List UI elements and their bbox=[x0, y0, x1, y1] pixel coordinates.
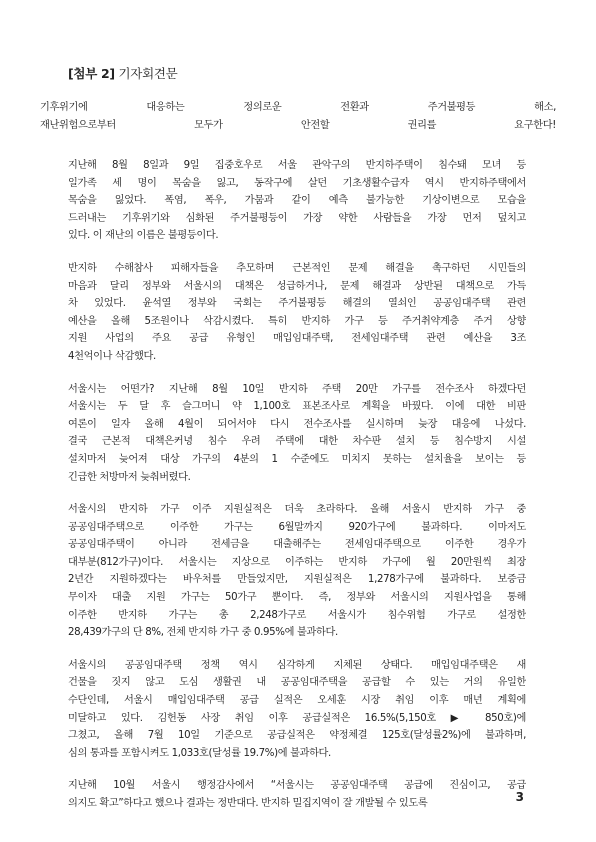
page-number: 3 bbox=[515, 790, 524, 804]
paragraph bbox=[68, 657, 526, 763]
paragraph-line: 미달하고 있다. 김헌동 사장 취임 이후 공급실적은 16.5%(5,150호 ▶ 850호)에 bbox=[68, 712, 526, 724]
title-line: 기후위기에 대응하는 정의로운 전환과 주거불평등 해소, bbox=[40, 102, 556, 113]
paragraph bbox=[68, 260, 526, 366]
paragraph-line: 공공임대주택으로 이주한 가구는 6월말까지 920가구에 불과하다. 이마저도 bbox=[68, 521, 526, 533]
paragraph-line: 4천억이나 삭감했다. bbox=[68, 350, 156, 362]
paragraph-line: 지난해 10월 서울시 행정감사에서 “서울시는 공공임대주택 공급에 진심이고, 공급 bbox=[68, 780, 526, 792]
paragraph-line: 건물을 짓지 않고 도심 생활권 내 공공임대주택을 공급할 수 있는 거의 유일한 bbox=[68, 677, 526, 689]
paragraph-line: 드러내는 기후위기와 심화된 주거불평등이 가장 약한 사람들을 가장 먼저 덮치고 bbox=[68, 212, 526, 224]
paragraph bbox=[68, 501, 526, 642]
paragraph-line: 있다. 이 재난의 이름은 불평등이다. bbox=[68, 230, 219, 242]
paragraph-line: 긴급한 처방마저 늦춰버렸다. bbox=[68, 471, 191, 483]
page-title bbox=[40, 99, 556, 134]
paragraph bbox=[68, 381, 526, 487]
paragraph-line: 반지하 수해참사 피해자들을 추모하며 근본적인 문제 해결을 촉구하던 시민들의 bbox=[68, 262, 526, 274]
paragraph bbox=[68, 777, 526, 812]
paragraph-line: 결국 근본적 대책은커녕 침수 우려 주택에 대한 차수판 설치 등 침수방지 시설 bbox=[68, 436, 526, 448]
paragraph-line: 차 있었다. 윤석열 정부와 국회는 주거불평등 해결의 열쇠인 공공임대주택 관련 bbox=[68, 298, 526, 310]
paragraph-line: 2년간 지원하겠다는 바우처를 만들었지만, 지원실적은 1,278가구에 불과하다. 보증금 bbox=[68, 574, 526, 586]
paragraph-line: 대부분(812가구)이다. 서울시는 지상으로 이주하는 반지하 가구에 월 20만원씩 최장 bbox=[68, 556, 526, 568]
paragraph-line: 수단인데, 서울시 매입임대주택 공급 실적은 오세훈 시장 취임 이후 매년 계획에 bbox=[68, 695, 526, 707]
attachment-label: [첨부 2] bbox=[68, 66, 115, 81]
paragraph-line: 서울시의 반지하 가구 이주 지원실적은 더욱 초라하다. 올해 서울시 반지하 가구 중 bbox=[68, 504, 526, 516]
paragraph-line: 마음과 달리 정부와 서울시의 대책은 성급하거나, 문제 해결과 상반된 대책으로 가득 bbox=[68, 280, 526, 292]
document-body bbox=[68, 157, 526, 828]
paragraph-line: 지난해 8월 8일과 9일 집중호우로 서울 관악구의 반지하주택이 침수돼 모녀 등 bbox=[68, 160, 526, 171]
paragraph-line: 목숨을 잃었다. 폭염, 폭우, 가뭄과 같이 예측 불가능한 기상이변으로 모습을 bbox=[68, 195, 526, 207]
paragraph-line: 무이자 대출 지원 가구는 50가구 뿐이다. 즉, 정부와 서울시의 지원사업을 통해 bbox=[68, 592, 526, 604]
paragraph-line: 설치마저 늦어져 대상 가구의 4분의 1 수준에도 미치지 못하는 설치율을 보이는 등 bbox=[68, 453, 526, 465]
paragraph-line: 공공임대주택이 아니라 전세금을 대출해주는 전세임대주택으로 이주한 경우가 bbox=[68, 539, 526, 551]
paragraph-line: 그쳤고, 올해 7월 10일 기준으로 공급실적은 약정체결 125호(달성률2%)에 불과하며, bbox=[68, 730, 526, 742]
paragraph-line: 서울시는 어떤가? 지난해 8월 10일 반지하 주택 20만 가구를 전수조사 하겠다던 bbox=[68, 383, 526, 395]
paragraph-line: 심의 통과를 포함시켜도 1,033호(달성률 19.7%)에 불과하다. bbox=[68, 747, 331, 759]
paragraph-line: 서울시의 공공임대주택 정책 역시 심각하게 지체된 상태다. 매입임대주택은 새 bbox=[68, 659, 526, 671]
paragraph-line: 이주한 반지하 가구는 총 2,248가구로 서울시가 침수위험 가구로 설정한 bbox=[68, 609, 526, 621]
paragraph-line: 지원 사업의 주요 공급 유형인 매입임대주택, 전세임대주택 관련 예산을 3조 bbox=[68, 333, 526, 345]
paragraph-line: 여론이 일자 올해 4월이 되어서야 다시 전수조사를 실시하며 늦장 대응에 나섰다. bbox=[68, 418, 526, 430]
attachment-header bbox=[68, 64, 177, 82]
paragraph bbox=[68, 157, 526, 245]
attachment-title: 기자회견문 bbox=[118, 66, 178, 81]
paragraph-line: 28,439가구의 단 8%, 전체 반지하 가구 중 0.95%에 불과하다. bbox=[68, 627, 338, 639]
paragraph-line: 의지도 확고”하다고 했으나 결과는 정반대다. 반지하 밀집지역이 잘 개발될 수 있도록 bbox=[68, 798, 428, 809]
title-line: 재난위험으로부터 모두가 안전할 권리를 요구한다! bbox=[40, 119, 556, 131]
paragraph-line: 일가족 세 명이 목숨을 잃고, 동작구에 살던 기초생활수급자 역시 반지하주택에서 bbox=[68, 177, 526, 189]
paragraph-line: 서울시는 두 달 후 슬그머니 약 1,100호 표본조사로 계획을 바꿨다. 이에 대한 비판 bbox=[68, 401, 526, 413]
paragraph-line: 예산을 올해 5조원이나 삭감시켰다. 특히 반지하 가구 등 주거취약계층 주거 상향 bbox=[68, 315, 526, 327]
